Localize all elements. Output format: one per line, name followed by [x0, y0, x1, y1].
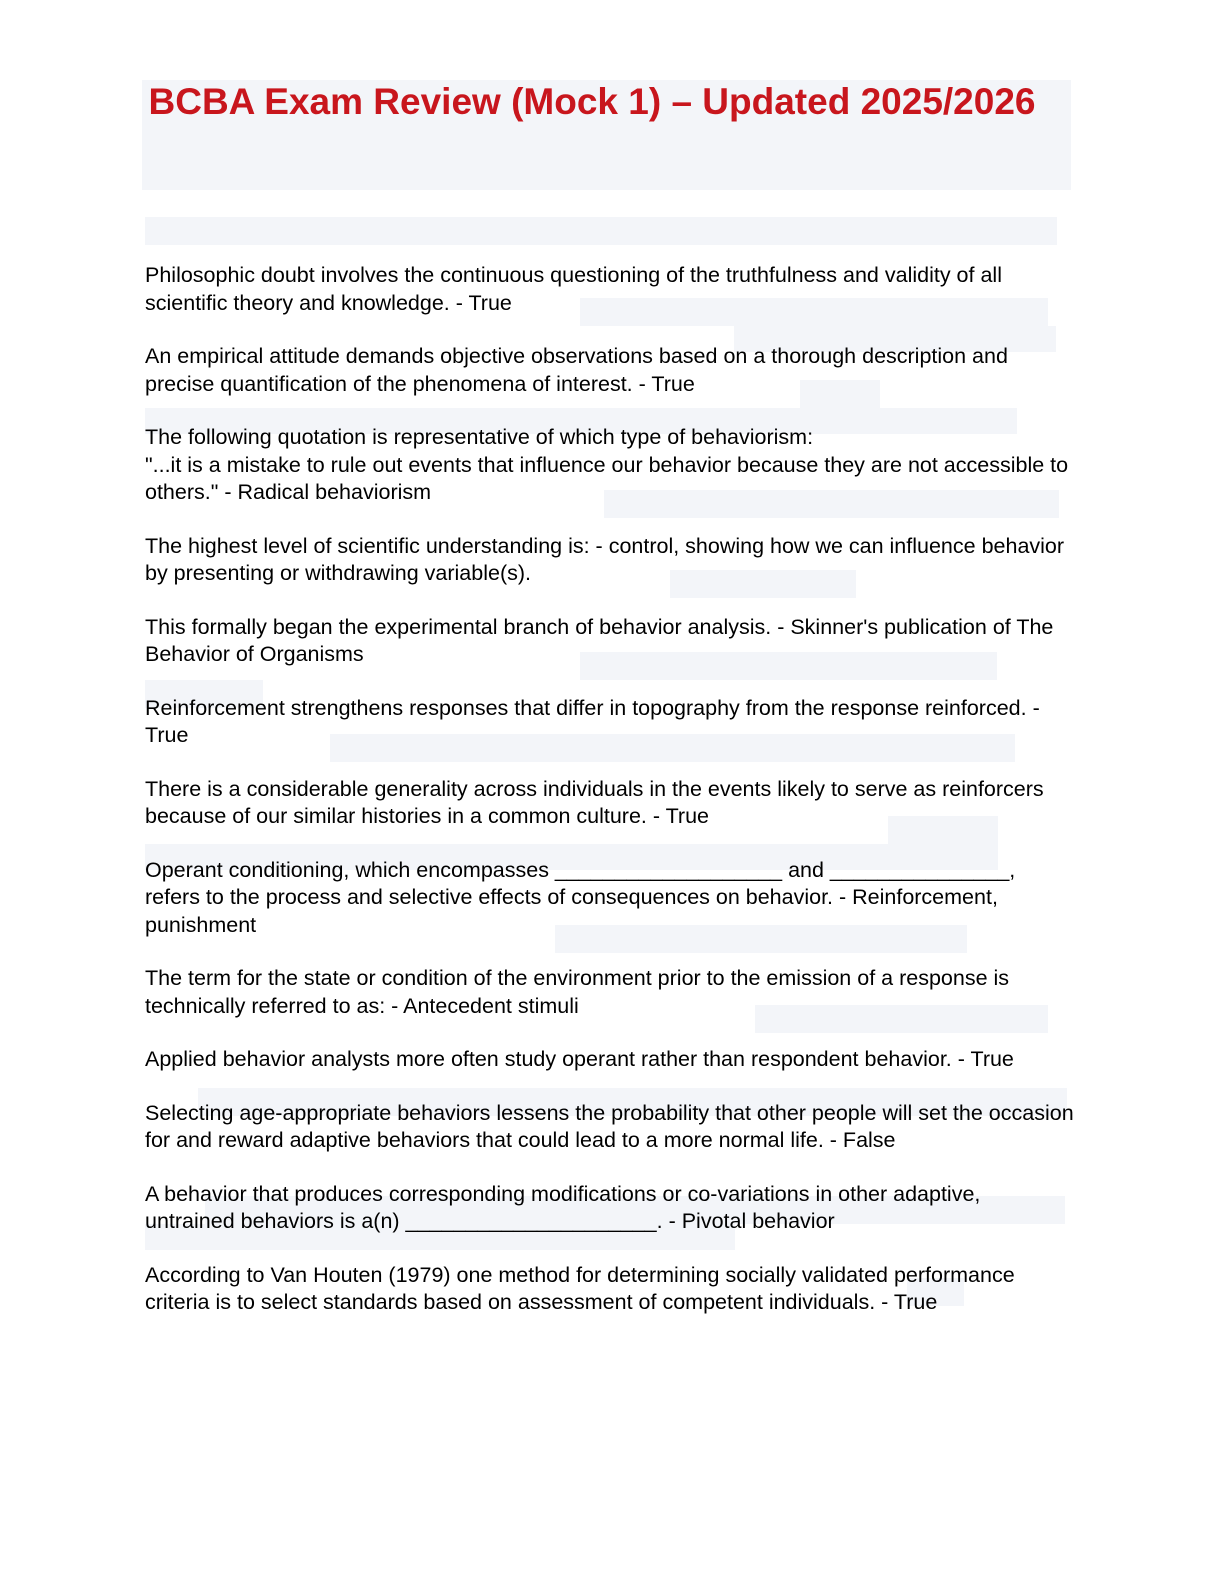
qa-item-4: The highest level of scientific understanding is: - control, showing how we can influence behavior by presenting or withdrawing variable(s). — [145, 533, 1071, 585]
qa-item-13: According to Van Houten (1979) one method for determining socially validated performance criteria is to select standards based on assessment of competent individuals. - True — [145, 1262, 1021, 1314]
qa-item-1: Philosophic doubt involves the continuous questioning of the truthfulness and validity of all scientific theory and knowledge. - True — [145, 263, 1008, 315]
qa-item-8: Operant conditioning, which encompasses ___________________ and _______________, refers to the process and selective effects of consequences on behavior. - Reinforcement, punishment — [145, 857, 1022, 937]
qa-item-5: This formally began the experimental branch of behavior analysis. - Skinner's publication of The Behavior of Organisms — [145, 614, 1060, 666]
qa-item-6: Reinforcement strengthens responses that differ in topography from the response reinforced. - True — [145, 695, 1046, 747]
background-band — [145, 217, 1057, 245]
qa-item-10: Applied behavior analysts more often study operant rather than respondent behavior. - True — [145, 1047, 1014, 1071]
qa-item-2: An empirical attitude demands objective observations based on a thorough description and precise quantification of the phenomena of interest. - True — [145, 344, 1014, 396]
qa-item-9: The term for the state or condition of the environment prior to the emission of a response is technically referred to as: - Antecedent stimuli — [145, 966, 1016, 1018]
qa-item-12: A behavior that produces corresponding modifications or co-variations in other adaptive, untrained behaviors is a(n) _____________________. - Pivotal behavior — [145, 1181, 987, 1233]
qa-item-11: Selecting age-appropriate behaviors lessens the probability that other people will set the occasion for and reward adaptive behaviors that could lead to a more normal life. - False — [145, 1100, 1080, 1152]
document-title: BCBA Exam Review (Mock 1) – Updated 2025/2026 — [148, 81, 1036, 122]
qa-item-3: The following quotation is representative of which type of behaviorism: "...it is a mistake to rule out events that influence our behavior because they are not accessible to others." - Radical behaviorism — [145, 425, 1069, 504]
qa-item-7: There is a considerable generality across individuals in the events likely to serve as reinforcers because of our similar histories in a common culture. - True — [145, 776, 1050, 828]
qa-list — [145, 262, 1080, 1343]
